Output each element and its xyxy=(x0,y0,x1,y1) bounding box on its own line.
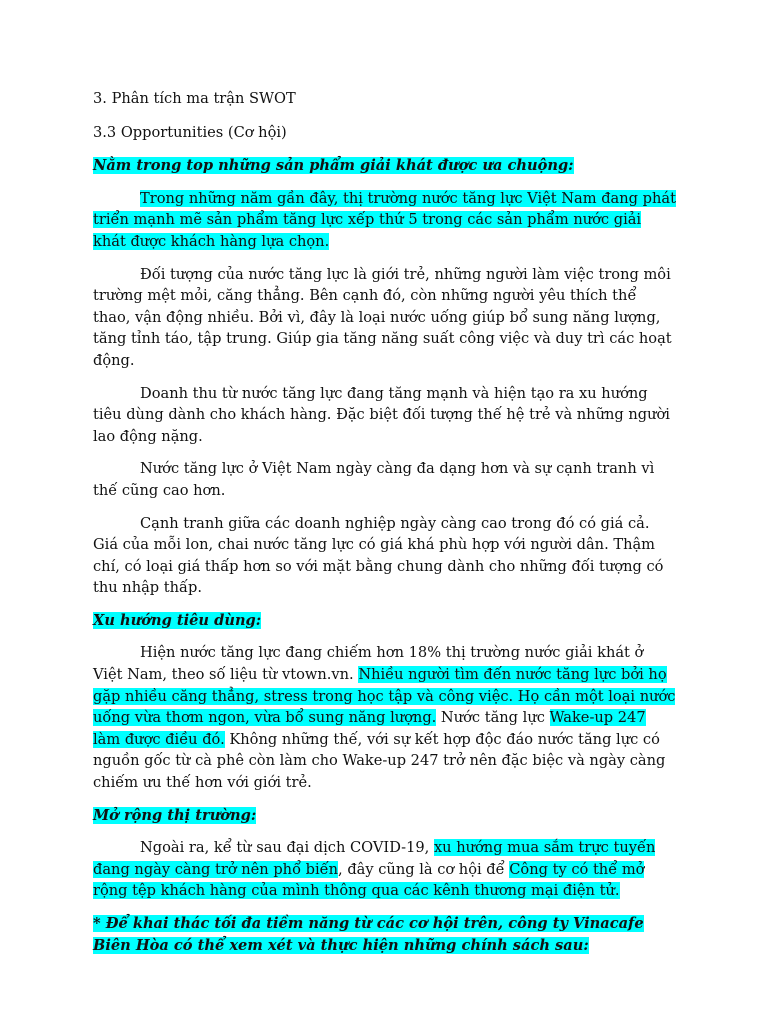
consumer-trend-part-c: Nước tăng lực xyxy=(436,709,550,727)
section-title-popular xyxy=(93,155,676,177)
paragraph-diversity: Nước tăng lực ở Việt Nam ngày càng đa dạng hơn và sự cạnh tranh vì thế cũng cao hơn. xyxy=(93,460,655,499)
paragraph-market-rank-text: Trong những năm gần đây, thị trường nước tăng lực Việt Nam đang phát triển mạnh mẽ sản phẩm tăng lực xếp thứ 5 trong các sản phẩm nước giải khát được khách hàng lựa chọn. xyxy=(93,189,676,250)
section-title-market-expansion-text: Mở rộng thị trường: xyxy=(93,806,257,824)
section-title-popular-text: Nằm trong top những sản phẩm giải khát được ưa chuộng: xyxy=(93,157,574,175)
section-title-consumer-trend xyxy=(93,610,676,632)
paragraph-competition: Cạnh tranh giữa các doanh nghiệp ngày càng cao trong đó có giá cả. Giá của mỗi lon, chai nước tăng lực có giá khá phù hợp với người dân. Thậm chí, có loại giá thấp hơn so với mặt bằng chung dành cho những đối tượng có thu nhập thấp. xyxy=(93,514,664,597)
section-title-market-expansion xyxy=(93,805,676,827)
heading-opportunities: 3.3 Opportunities (Cơ hội) xyxy=(93,123,287,141)
paragraph-revenue: Doanh thu từ nước tăng lực đang tăng mạnh và hiện tạo ra xu hướng tiêu dùng dành cho khách hàng. Đặc biệt đối tượng thế hệ trẻ và những người lao động nặng. xyxy=(93,384,670,445)
heading-swot: 3. Phân tích ma trận SWOT xyxy=(93,90,296,107)
consumer-trend-highlight-wakeup: Wake-up 247 làm được điều đó. xyxy=(93,709,646,748)
policy-note-text: * Để khai thác tối đa tiềm năng từ các cơ hội trên, công ty Vinacafe Biên Hòa có thể xem xét và thực hiện những chính sách sau: xyxy=(93,915,644,954)
consumer-trend-part-a: Hiện nước tăng lực đang chiếm hơn 18% thị trường nước giải khát ở Việt Nam, theo số liệu từ vtown.vn. xyxy=(93,644,644,684)
market-expansion-highlight-online: xu hướng mua sắm trực tuyến đang ngày càng trở nên phổ biến xyxy=(93,839,656,878)
consumer-trend-part-e: Không những thế, với sự kết hợp độc đáo nước tăng lực có nguồn gốc từ cà phê còn làm cho Wake-up 247 trở nên đặc biệc và ngày càng chiếm ưu thế hơn với giới trẻ. xyxy=(93,730,666,792)
consumer-trend-highlight-stress: Nhiều người tìm đến nước tăng lực bởi họ gặp nhiều căng thẳng, stress trong học tập và công việc. Họ cần một loại nước uống vừa thơm ngon, vừa bổ sung năng lượng. xyxy=(93,666,676,727)
section-title-consumer-trend-text: Xu hướng tiêu dùng: xyxy=(93,611,262,629)
paragraph-market-expansion xyxy=(93,837,676,902)
paragraph-consumer-trend xyxy=(93,642,676,793)
market-expansion-part-a: Ngoài ra, kể từ sau đại dịch COVID-19, xyxy=(140,839,434,857)
market-expansion-part-c: , đây cũng là cơ hội để xyxy=(338,860,510,878)
policy-note xyxy=(93,913,676,956)
paragraph-target-audience: Đối tượng của nước tăng lực là giới trẻ, những người làm việc trong môi trường mệt mỏi, căng thẳng. Bên cạnh đó, còn những người yêu thích thể thao, vận động nhiều. Bởi vì, đây là loại nước uống giúp bổ sung năng lượng, tăng tỉnh táo, tập trung. Giúp gia tăng năng suất công việc và duy trì các hoạt động. xyxy=(93,265,672,369)
market-expansion-highlight-ecommerce: Công ty có thể mở rộng tệp khách hàng của mình thông qua các kênh thương mại điện tử. xyxy=(93,860,645,900)
paragraph-market-rank xyxy=(93,188,676,253)
